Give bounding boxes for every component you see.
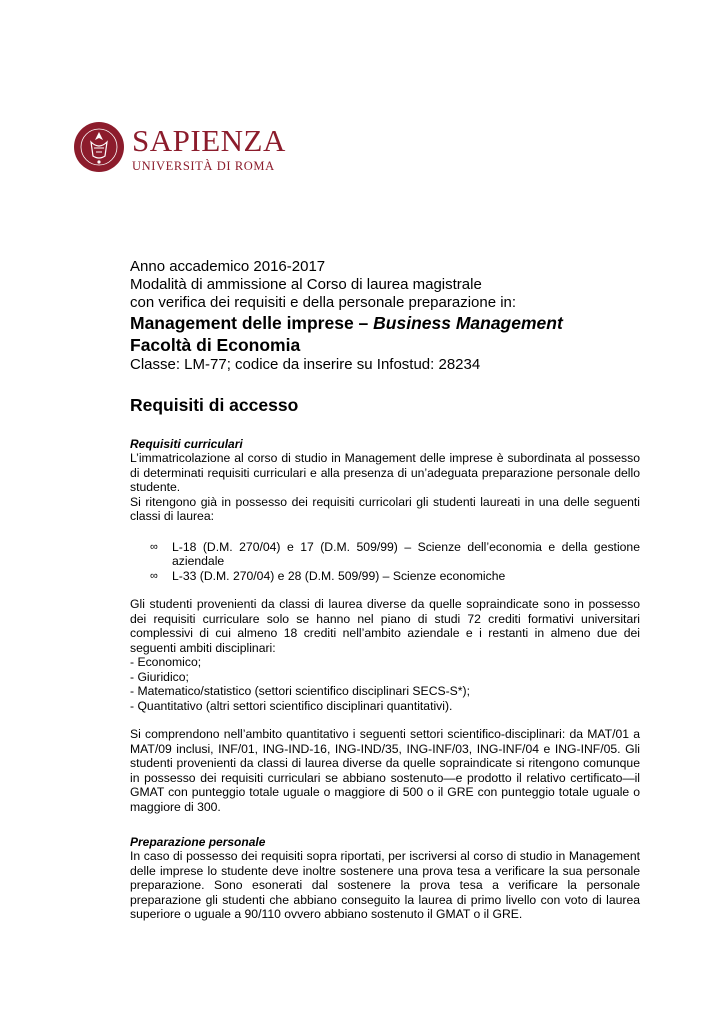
infinity-bullet-icon: ∞	[150, 569, 158, 582]
list-item: ∞ L-33 (D.M. 270/04) e 28 (D.M. 509/99) – Scienze economiche	[150, 568, 506, 583]
faculty-title: Facoltà di Economia	[130, 335, 301, 355]
course-title	[130, 312, 640, 334]
class-code: Classe: LM-77; codice da inserire su Infostud: 28234	[130, 356, 481, 373]
subheading-curricular: Requisiti curriculari	[130, 437, 243, 451]
list-item: - Economico;	[130, 655, 202, 669]
logo-subtitle: UNIVERSITÀ DI ROMA	[132, 159, 275, 173]
preparation-paragraph: In caso di possesso dei requisiti sopra riportati, per iscriversi al corso di studio in Management delle imprese lo studente deve inoltre sostenere una prova tesa a verificare la sua personale preparazione. Sono esonerati dal sostenere la prova tesa a verificare la personale preparazione gli studenti che abbiano conseguito la laurea di primo livello con voto di laurea superiore o uguale a 90/110 ovvero abbiano sostenuto il GMAT o il GRE.	[130, 849, 640, 921]
course-title-english: Business Management	[373, 313, 563, 333]
infinity-bullet-icon: ∞	[150, 540, 158, 553]
other-classes-paragraph: Gli studenti provenienti da classi di laurea diverse da quelle sopraindicate sono in possesso dei requisiti curriculare solo se hanno nel piano di studi 72 crediti formativi universitari complessivi di cui almeno 18 crediti nell’ambito aziendale e i restanti in almeno due dei seguenti ambiti disciplinari:	[130, 597, 640, 655]
quantitative-paragraph: Si comprendono nell’ambito quantitativo i seguenti settori scientifico-disciplinari: da MAT/01 a MAT/09 inclusi, INF/01, ING-IND-16, ING-IND/35, ING-INF/03, ING-INF/04 e ING-INF/05. Gli studenti provenienti da classi di laurea diverse da quelle sopraindicate si ritengono comunque in possesso dei requisiti curriculari se abbiano sostenuto—e prodotto il relativo certificato—il GMAT con punteggio totale uguale o maggiore di 500 o il GRE con punteggio totale uguale o maggiore di 300.	[130, 727, 640, 814]
list-item: - Quantitativo (altri settori scientifico disciplinari quantitativi).	[130, 698, 453, 713]
subheading-preparation: Preparazione personale	[130, 835, 266, 849]
admission-line: Modalità di ammissione al Corso di laurea magistrale	[130, 276, 482, 293]
logo-name: SAPIENZA	[132, 123, 286, 158]
disciplinary-areas-list	[130, 655, 640, 713]
document-body	[130, 258, 640, 922]
curricular-intro: L’immatricolazione al corso di studio in Management delle imprese è subordinata al possesso di determinati requisiti curriculari e alla presenza di un’adeguata preparazione personale dello studente.	[130, 451, 640, 494]
section-heading-access: Requisiti di accesso	[130, 395, 299, 415]
verification-line: con verifica dei requisiti e della personale preparazione in:	[130, 294, 517, 311]
list-item: - Matematico/statistico (settori scientifico disciplinari SECS-S*);	[130, 684, 470, 698]
degree-class-list	[130, 540, 640, 584]
university-logo	[72, 120, 286, 180]
course-title-main: Management delle imprese –	[130, 313, 374, 333]
list-item: ∞ L-18 (D.M. 270/04) e 17 (D.M. 509/99) – Scienze dell’economia e della gestione aziendale	[150, 539, 640, 568]
list-item: - Giuridico;	[130, 669, 189, 684]
curricular-possession: Si ritengono già in possesso dei requisiti curricolari gli studenti laureati in una delle seguenti classi di laurea:	[130, 494, 640, 523]
academic-year: Anno accademico 2016-2017	[130, 258, 326, 275]
sapienza-seal-icon	[72, 120, 126, 174]
